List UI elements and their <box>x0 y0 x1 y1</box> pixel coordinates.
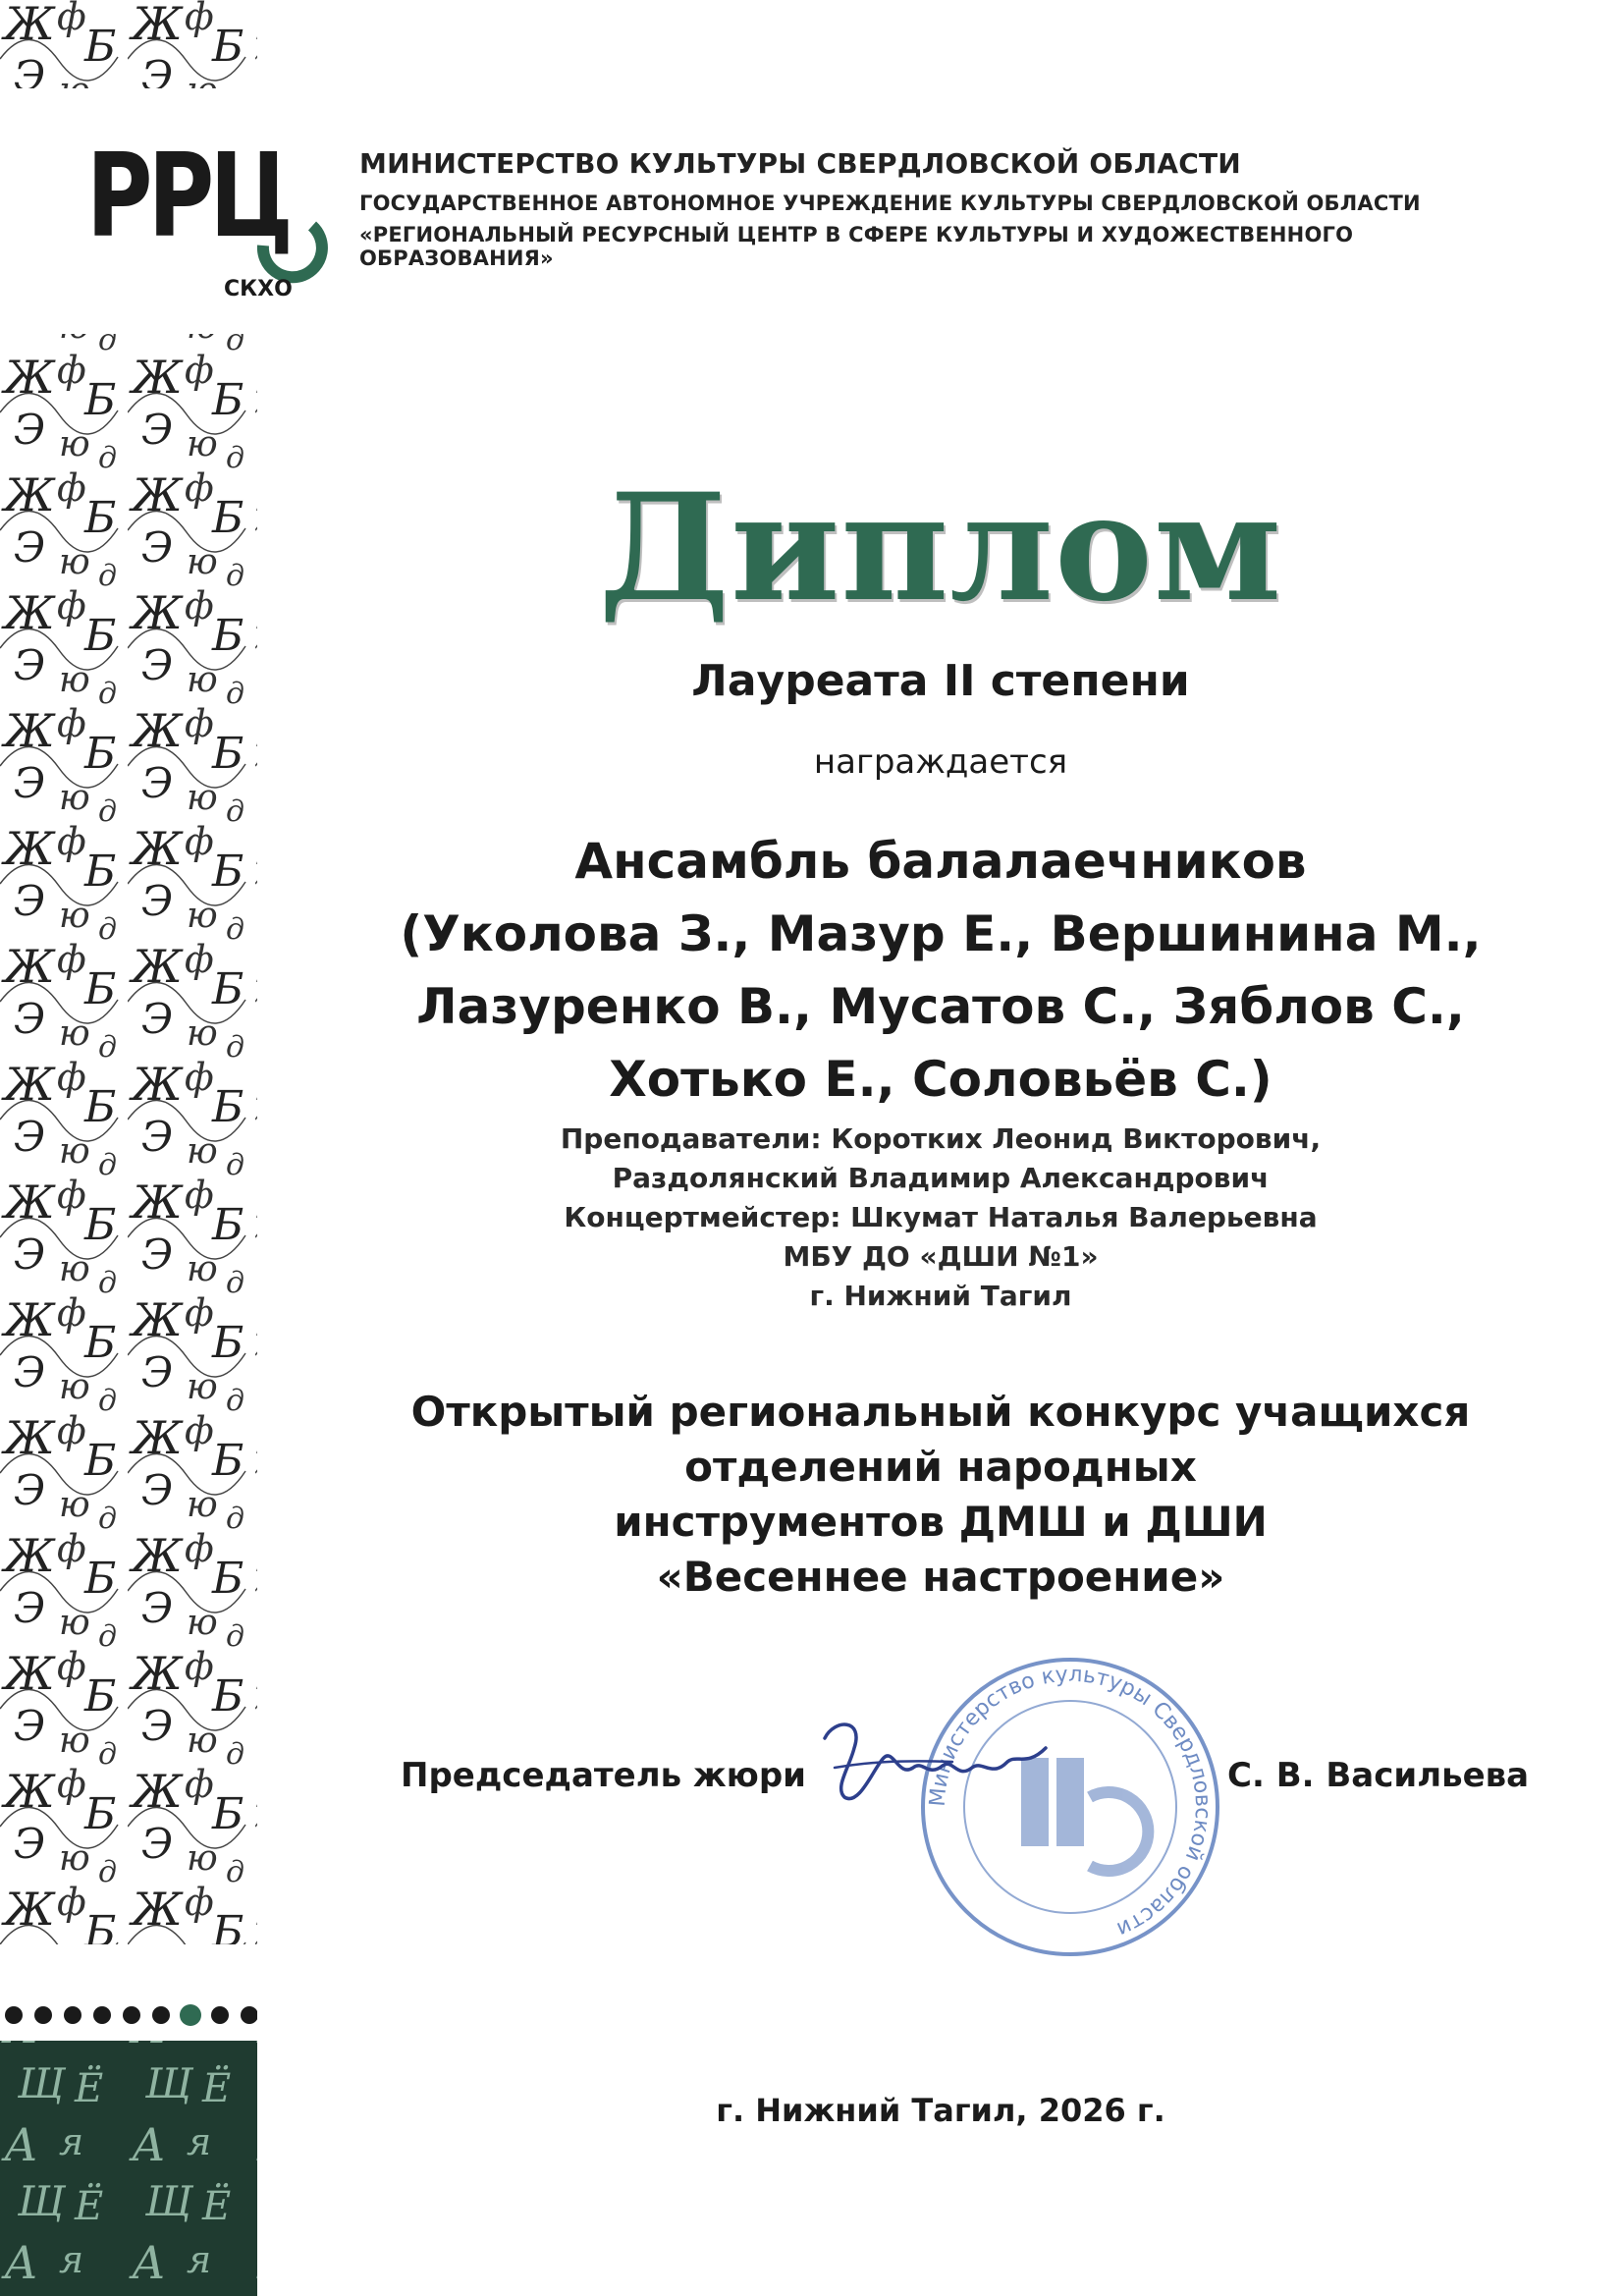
logo-subtext: СКХО <box>224 277 293 301</box>
issuer-header <box>359 147 1538 270</box>
details-line: МБУ ДО «ДШИ №1» <box>783 1240 1099 1273</box>
dot-row <box>5 2004 257 2026</box>
decorative-letter-border <box>0 0 257 2296</box>
details-line: Преподаватели: Коротких Леонид Викторович, <box>560 1122 1322 1155</box>
award-degree: Лауреата II степени <box>691 656 1190 706</box>
details-line: г. Нижний Тагил <box>809 1280 1072 1312</box>
place-and-year: г. Нижний Тагил, 2026 г. <box>716 2092 1165 2129</box>
jury-chair-label: Председатель жюри <box>401 1756 806 1795</box>
contest-line: отделений народных <box>684 1443 1197 1491</box>
jury-chair-name: С. В. Васильева <box>1227 1756 1530 1795</box>
contest-name <box>257 1385 1624 1605</box>
awarded-label: награждается <box>813 742 1068 782</box>
diploma-title: Диплом <box>598 462 1283 634</box>
chair-signature <box>805 1709 1060 1817</box>
organization-name-line2: «РЕГИОНАЛЬНЫЙ РЕСУРСНЫЙ ЦЕНТР В СФЕРЕ КУЛЬТУРЫ И ХУДОЖЕСТВЕННОГО ОБРАЗОВАНИЯ» <box>359 223 1354 270</box>
logo-text: РРЦ <box>86 128 290 263</box>
contest-line: Открытый региональный конкурс учащихся <box>410 1388 1471 1436</box>
recipient-line: (Уколова З., Мазур Е., Вершинина М., <box>400 905 1482 962</box>
logo-swirl-icon <box>253 206 332 285</box>
details-line: Концертмейстер: Шкумат Наталья Валерьевна <box>564 1201 1318 1233</box>
recipient-line: Лазуренко В., Мусатов С., Зяблов С., <box>416 978 1465 1035</box>
details-line: Раздолянский Владимир Александрович <box>612 1162 1270 1194</box>
teacher-details <box>257 1120 1624 1316</box>
seal-outer-text: Министерство культуры Свердловской области <box>925 1662 1216 1942</box>
organization-name-line1: ГОСУДАРСТВЕННОЕ АВТОНОМНОЕ УЧРЕЖДЕНИЕ КУЛЬТУРЫ СВЕРДЛОВСКОЙ ОБЛАСТИ <box>359 191 1421 215</box>
recipient-line: Ансамбль балалаечников <box>574 833 1307 890</box>
contest-line: «Весеннее настроение» <box>656 1553 1225 1601</box>
contest-line: инструментов ДМШ и ДШИ <box>614 1498 1268 1546</box>
recipient-block <box>257 825 1624 1116</box>
letter-pattern-graphic <box>0 0 257 2296</box>
recipient-line: Хотько Е., Соловьёв С.) <box>609 1051 1272 1108</box>
ministry-name: МИНИСТЕРСТВО КУЛЬТУРЫ СВЕРДЛОВСКОЙ ОБЛАСТИ <box>359 147 1241 180</box>
rrc-logo <box>86 128 342 314</box>
